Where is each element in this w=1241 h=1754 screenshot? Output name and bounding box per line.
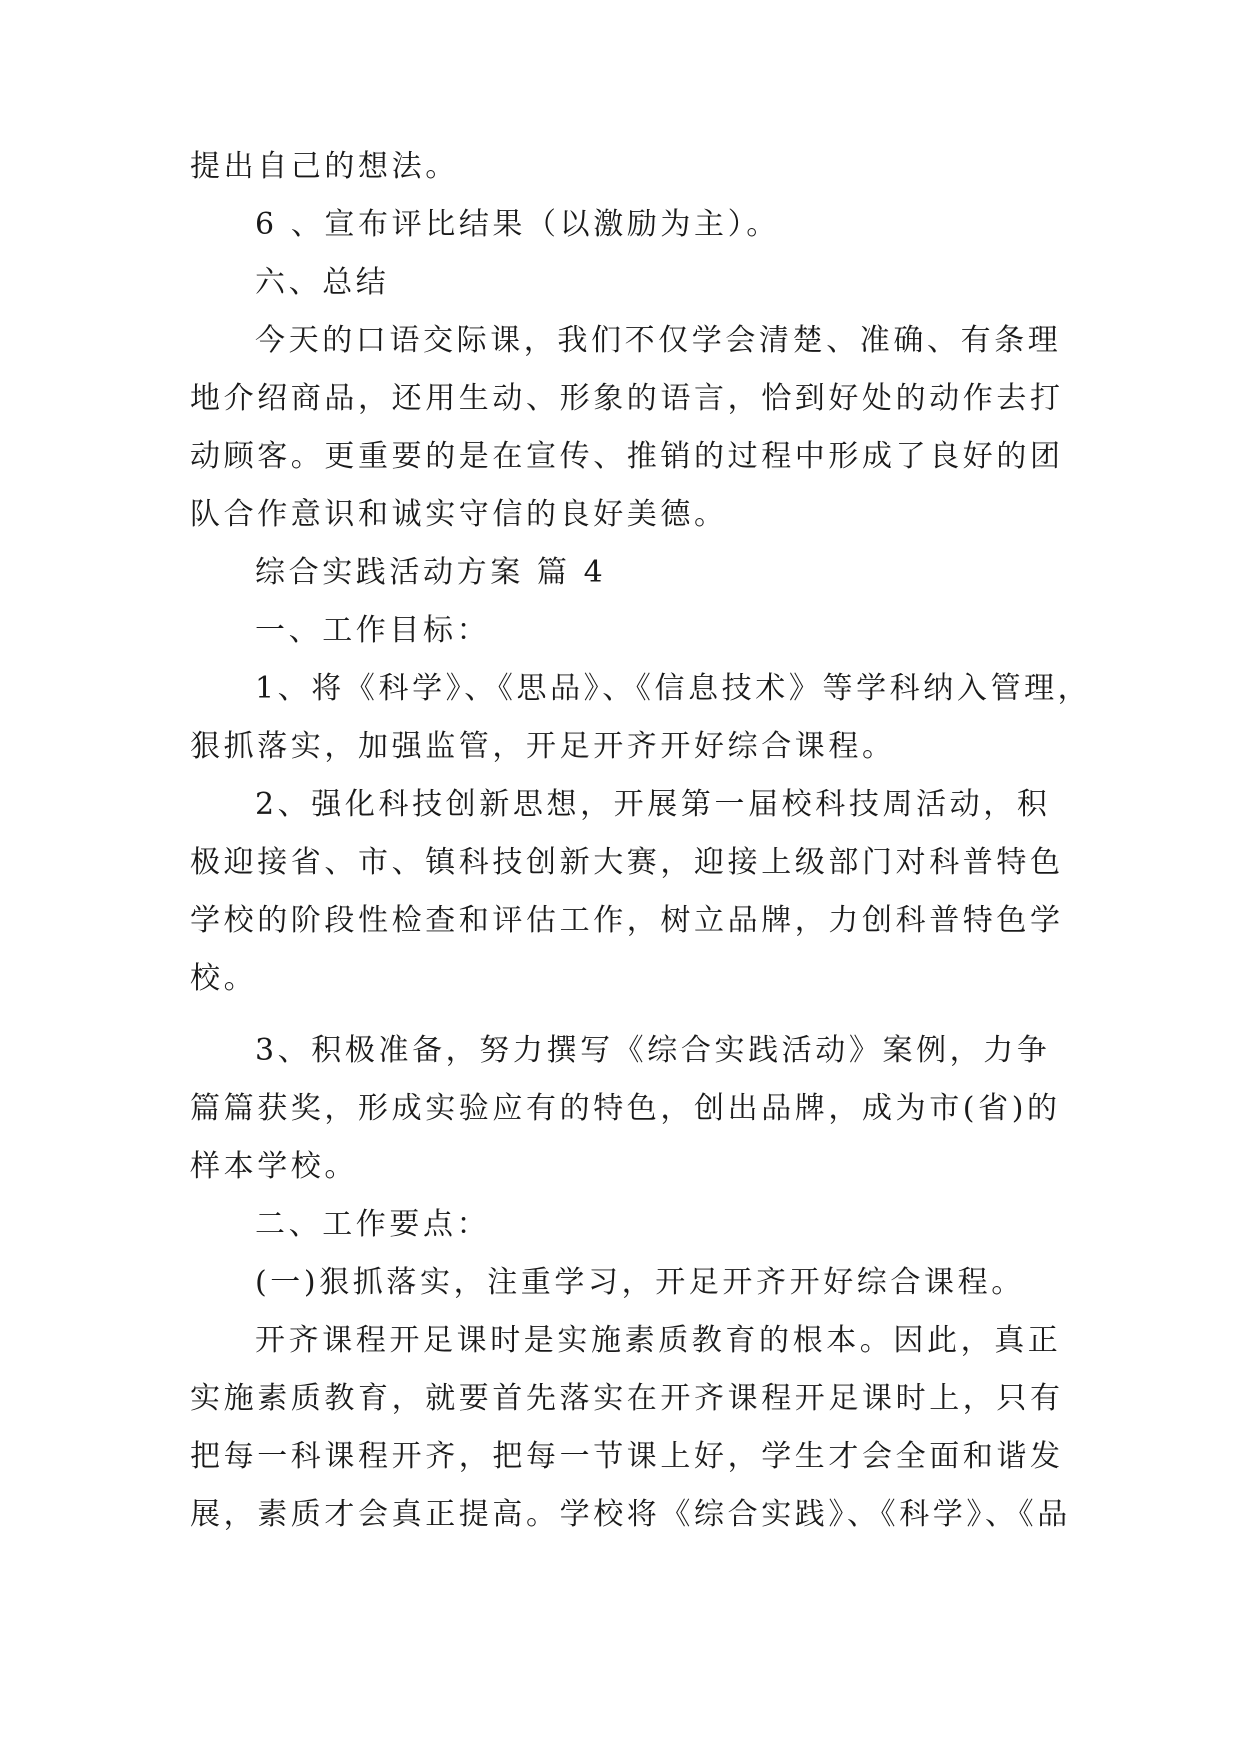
text-line: 提出自己的想法。 [190, 149, 459, 184]
text-line: 极迎接省、市、镇科技创新大赛，迎接上级部门对科普特色 [190, 845, 1064, 880]
text-line: 校。 [190, 961, 258, 996]
text-line: 展，素质才会真正提高。学校将《综合实践》、《科学》、《品 [190, 1497, 1071, 1532]
section-heading: 六、总结 [255, 265, 390, 300]
text-line: 样本学校。 [190, 1149, 358, 1184]
text-line: 狠抓落实，加强监管，开足开齐开好综合课程。 [190, 729, 896, 764]
text-line: 动顾客。更重要的是在宣传、推销的过程中形成了良好的团 [190, 439, 1064, 474]
text-line: 学校的阶段性检查和评估工作，树立品牌，力创科普特色学 [190, 903, 1064, 938]
section-heading: 二、工作要点： [255, 1207, 491, 1242]
text-line: 地介绍商品，还用生动、形象的语言，恰到好处的动作去打 [190, 381, 1064, 416]
text-line: 把每一科课程开齐，把每一节课上好，学生才会全面和谐发 [190, 1439, 1064, 1474]
text-line: 开齐课程开足课时是实施素质教育的根本。因此，真正 [255, 1323, 1062, 1358]
text-line: 1、将《科学》、《思品》、《信息技术》等学科纳入管理， [255, 671, 1092, 706]
text-line: 今天的口语交际课，我们不仅学会清楚、准确、有条理 [255, 323, 1062, 358]
section-heading: 一、工作目标： [255, 613, 491, 648]
text-line: 3、积极准备，努力撰写《综合实践活动》案例，力争 [255, 1033, 1051, 1068]
text-line: 实施素质教育，就要首先落实在开齐课程开足课时上，只有 [190, 1381, 1064, 1416]
text-line: 6 、宣布评比结果（以激励为主）。 [255, 207, 780, 242]
section-heading: 综合实践活动方案 篇 4 [255, 555, 607, 590]
text-line: (一)狠抓落实，注重学习，开足开齐开好综合课程。 [255, 1265, 1025, 1300]
text-line: 2、强化科技创新思想，开展第一届校科技周活动，积 [255, 787, 1051, 822]
text-line: 篇篇获奖，形成实验应有的特色，创出品牌，成为市(省)的 [190, 1091, 1061, 1126]
text-line: 队合作意识和诚实守信的良好美德。 [190, 497, 728, 532]
